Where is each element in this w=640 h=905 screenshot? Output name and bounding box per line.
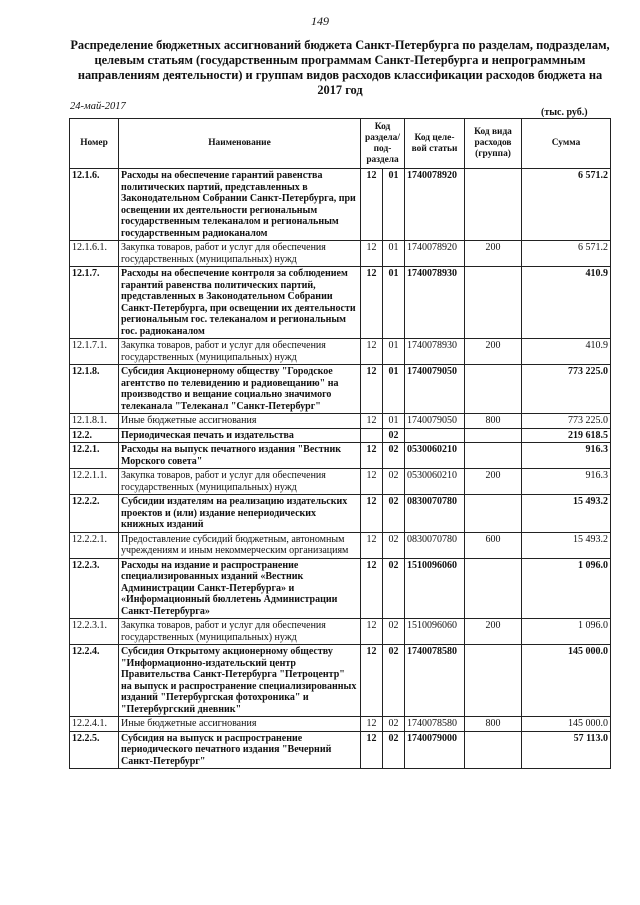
row-number: 12.1.7. [70,267,119,339]
table-row [70,428,611,443]
table-row [70,414,611,429]
row-target-code: 0530060210 [405,469,465,495]
row-section: 12 [361,645,383,717]
table-row [70,731,611,769]
row-name: Иные бюджетные ассигнования [119,717,361,732]
row-kind-code [465,558,522,619]
row-name: Иные бюджетные ассигнования [119,414,361,429]
row-target-code: 1740078920 [405,241,465,267]
page-number: 149 [311,14,329,28]
row-sum: 773 225.0 [522,414,611,429]
row-number: 12.2.4.1. [70,717,119,732]
row-sum: 57 113.0 [522,731,611,769]
row-target-code: 1740079050 [405,414,465,429]
table-row [70,469,611,495]
row-sum: 145 000.0 [522,645,611,717]
row-section: 12 [361,717,383,732]
row-sum: 773 225.0 [522,365,611,414]
row-number: 12.2.1. [70,443,119,469]
row-subsection: 01 [383,365,405,414]
row-kind-code: 200 [465,339,522,365]
row-target-code: 1740078930 [405,339,465,365]
row-target-code: 0830070780 [405,495,465,533]
row-name: Закупка товаров, работ и услуг для обеспечения государственных (муниципальных) нужд [119,469,361,495]
row-target-code: 1740079000 [405,731,465,769]
row-subsection: 02 [383,731,405,769]
row-kind-code: 200 [465,241,522,267]
row-kind-code: 600 [465,532,522,558]
header-kind: Код вида расходов (группа) [465,119,522,169]
row-kind-code [465,267,522,339]
row-number: 12.2.4. [70,645,119,717]
row-section: 12 [361,731,383,769]
row-target-code: 0830070780 [405,532,465,558]
row-section: 12 [361,558,383,619]
row-section: 12 [361,267,383,339]
table-row [70,495,611,533]
row-number: 12.2.2. [70,495,119,533]
row-kind-code [465,169,522,241]
row-kind-code [465,495,522,533]
row-number: 12.2.3.1. [70,619,119,645]
document-title: Распределение бюджетных ассигнований бюджета Санкт-Петербурга по разделам, подразделам, целевым статьям (государственным программам Санкт-Петербурга и непрограммным направлениям деятельности) и группам видов расходов классификации расходов бюджета на 2017 год [70,38,610,97]
row-sum: 916.3 [522,443,611,469]
row-name: Субсидии издателям на реализацию издательских проектов и (или) издание непериодических книжных изданий [119,495,361,533]
header-name: Наименование [119,119,361,169]
table-header-row [70,119,611,169]
row-target-code: 1740079050 [405,365,465,414]
row-subsection: 01 [383,414,405,429]
row-subsection: 02 [383,443,405,469]
table-row [70,241,611,267]
row-kind-code: 800 [465,414,522,429]
header-target: Код целе-вой статьи [405,119,465,169]
row-subsection: 02 [383,645,405,717]
row-name: Расходы на обеспечение контроля за соблюдением гарантий равенства политических партий, представленных в Законодательном Собрании Санкт-Петербурга, при освещении их деятельности региональным гос. телеканалом и региональным гос. радиоканалом [119,267,361,339]
row-section: 12 [361,532,383,558]
table-row [70,169,611,241]
row-target-code: 1510096060 [405,558,465,619]
table-row [70,443,611,469]
table-row [70,532,611,558]
row-name: Субсидия Открытому акционерному обществу "Информационно-издательский центр Правительства Санкт-Петербурга "Петроцентр" на выпуск и распространение специализированных изданий "Петербургская фотохроника" и "Петербургский дневник" [119,645,361,717]
row-number: 12.1.7.1. [70,339,119,365]
units-label: (тыс. руб.) [541,107,588,118]
row-number: 12.2.2.1. [70,532,119,558]
row-section: 12 [361,414,383,429]
row-kind-code [465,365,522,414]
row-name: Расходы на выпуск печатного издания "Вестник Морского совета" [119,443,361,469]
row-subsection: 02 [383,532,405,558]
row-sum: 219 618.5 [522,428,611,443]
row-subsection: 02 [383,469,405,495]
row-section: 12 [361,443,383,469]
row-name: Закупка товаров, работ и услуг для обеспечения государственных (муниципальных) нужд [119,241,361,267]
row-name: Расходы на обеспечение гарантий равенства политических партий, представленных в Законодательном Собрании Санкт-Петербурга, при освещении их деятельности региональным государственным телеканалом и региональным государственным радиоканалом [119,169,361,241]
row-section: 12 [361,241,383,267]
row-section: 12 [361,619,383,645]
row-sum: 1 096.0 [522,619,611,645]
row-number: 12.2.5. [70,731,119,769]
header-sum: Сумма [522,119,611,169]
row-name: Закупка товаров, работ и услуг для обеспечения государственных (муниципальных) нужд [119,619,361,645]
row-subsection: 02 [383,428,405,443]
row-sum: 1 096.0 [522,558,611,619]
row-number: 12.1.6.1. [70,241,119,267]
row-kind-code: 800 [465,717,522,732]
row-target-code: 1740078580 [405,717,465,732]
row-section: 12 [361,169,383,241]
row-kind-code [465,428,522,443]
budget-table [69,118,611,769]
table-row [70,619,611,645]
header-section: Код раздела/ под-раздела [361,119,405,169]
row-sum: 15 493.2 [522,532,611,558]
row-kind-code: 200 [465,469,522,495]
row-subsection: 02 [383,558,405,619]
row-number: 12.2. [70,428,119,443]
row-name: Субсидия Акционерному обществу "Городское агентство по телевидению и радиовещанию" на производство и вещание социально значимого телеканала "Телеканал "Санкт-Петербург" [119,365,361,414]
row-sum: 15 493.2 [522,495,611,533]
row-subsection: 02 [383,717,405,732]
table-row [70,558,611,619]
row-target-code: 1510096060 [405,619,465,645]
row-sum: 145 000.0 [522,717,611,732]
row-target-code: 1740078580 [405,645,465,717]
row-target-code: 1740078920 [405,169,465,241]
row-kind-code: 200 [465,619,522,645]
table-row [70,365,611,414]
row-kind-code [465,731,522,769]
row-target-code: 0530060210 [405,443,465,469]
table-row [70,645,611,717]
table-row [70,717,611,732]
header-number: Номер [70,119,119,169]
table-row [70,339,611,365]
row-sum: 410.9 [522,339,611,365]
table-row [70,267,611,339]
row-section: 12 [361,365,383,414]
row-subsection: 02 [383,495,405,533]
row-number: 12.2.1.1. [70,469,119,495]
table-body [70,169,611,769]
row-section: 12 [361,469,383,495]
row-name: Субсидия на выпуск и распространение периодического печатного издания "Вечерний Санкт-Петербург" [119,731,361,769]
row-subsection: 01 [383,267,405,339]
row-name: Периодическая печать и издательства [119,428,361,443]
row-subsection: 01 [383,169,405,241]
row-sum: 6 571.2 [522,169,611,241]
row-sum: 916.3 [522,469,611,495]
row-subsection: 01 [383,241,405,267]
row-number: 12.2.3. [70,558,119,619]
row-target-code: 1740078930 [405,267,465,339]
row-sum: 410.9 [522,267,611,339]
row-section: 12 [361,339,383,365]
row-name: Предоставление субсидий бюджетным, автономным учреждениям и иным некоммерческим организациям [119,532,361,558]
row-subsection: 02 [383,619,405,645]
row-number: 12.1.8.1. [70,414,119,429]
document-date: 24-май-2017 [70,101,126,112]
row-section [361,428,383,443]
row-target-code [405,428,465,443]
row-subsection: 01 [383,339,405,365]
row-sum: 6 571.2 [522,241,611,267]
row-number: 12.1.8. [70,365,119,414]
row-kind-code [465,443,522,469]
row-number: 12.1.6. [70,169,119,241]
row-name: Закупка товаров, работ и услуг для обеспечения государственных (муниципальных) нужд [119,339,361,365]
row-kind-code [465,645,522,717]
row-section: 12 [361,495,383,533]
row-name: Расходы на издание и распространение специализированных изданий «Вестник Администрации Санкт-Петербурга» и «Информационный бюллетень Администрации Санкт-Петербурга» [119,558,361,619]
